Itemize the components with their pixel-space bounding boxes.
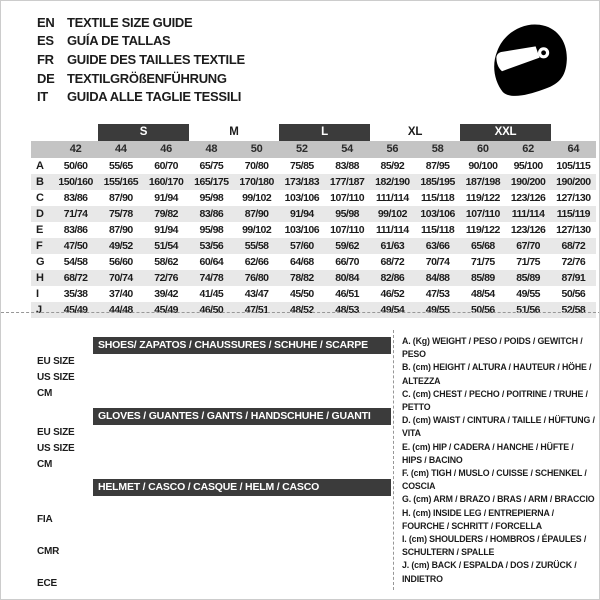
language-row (37, 87, 245, 106)
measurement-cell: 111/114 (511, 208, 545, 220)
legend-item: D. (cm) WAIST / CINTURA / TAILLE / HÜFTUNG / VITA (402, 415, 595, 439)
measurement-cell: 71/75 (516, 256, 541, 268)
measurement-cell: 70/74 (425, 256, 450, 268)
measurement-cell: 70/74 (108, 272, 133, 284)
measurement-cell: 107/110 (330, 224, 365, 236)
size-group-row (31, 124, 596, 141)
row-side-label: US SIZE (37, 443, 75, 454)
table-row (31, 544, 391, 560)
size-group-spacer (31, 124, 98, 141)
legend-item: G. (cm) ARM / BRAZO / BRAS / ARM / BRACCIO (402, 494, 595, 505)
legend-item: F. (cm) TIGH / MUSLO / CUISSE / SCHENKEL / COSCIA (402, 468, 587, 492)
helmet-table-title: HELMET / CASCO / CASQUE / HELM / CASCO (93, 479, 391, 496)
measurement-cell: 107/110 (330, 192, 365, 204)
measurement-cell: 190/200 (556, 176, 591, 188)
measurement-cell: 58/62 (154, 256, 179, 268)
size-number: 54 (341, 143, 353, 155)
size-group-label: M (229, 126, 239, 138)
table-row (31, 354, 391, 370)
measurement-cell: 71/74 (63, 208, 88, 220)
shoes-table-body (31, 354, 391, 402)
legend-item: E. (cm) HIP / CADERA / HANCHE / HÜFTE / HIPS / BACINO (402, 441, 574, 465)
measurement-cell: 83/86 (199, 208, 224, 220)
measurement-cell: 72/76 (561, 256, 586, 268)
measurement-cell: 150/160 (58, 176, 93, 188)
measurement-cell: 45/49 (154, 304, 179, 316)
measurement-cell: 68/72 (561, 240, 586, 252)
helmet-size-table (31, 479, 391, 592)
measurement-cell: 55/65 (108, 160, 133, 172)
measurement-row-label: E (36, 224, 44, 236)
measurement-cell: 80/84 (335, 272, 360, 284)
measurement-cell: 83/86 (63, 192, 88, 204)
size-number-spacer (31, 141, 53, 158)
measurement-cell: 105/115 (556, 160, 591, 172)
size-number: 42 (69, 143, 82, 155)
measurement-cell: 62/66 (244, 256, 269, 268)
size-number: 58 (431, 143, 444, 155)
measurement-row (31, 302, 596, 318)
measurement-cell: 48/54 (470, 288, 495, 300)
measurement-cell: 155/165 (103, 176, 139, 188)
measurement-row-label: D (36, 208, 44, 220)
row-side-label: EU SIZE (37, 356, 75, 367)
measurement-cell: 54/58 (63, 256, 88, 268)
measurement-row (31, 286, 596, 302)
row-side-label (31, 496, 93, 512)
row-side-label: CMR (37, 546, 60, 557)
measurement-cell: 68/72 (63, 272, 88, 284)
measurement-cell: 103/106 (420, 208, 455, 220)
measurement-row (31, 206, 596, 222)
measurement-cell: 72/76 (154, 272, 179, 284)
size-number: 64 (567, 143, 580, 155)
measurement-cell: 60/70 (154, 160, 179, 172)
measurement-cell: 91/94 (154, 192, 179, 204)
measurement-cell: 99/102 (242, 224, 272, 236)
gloves-table-body (31, 425, 391, 473)
measurement-row (31, 222, 596, 238)
measurement-cell: 41/45 (199, 288, 224, 300)
size-group-label: S (98, 124, 189, 141)
language-row (37, 50, 245, 69)
measurement-cell: 45/49 (63, 304, 88, 316)
language-text: GUÍA DE TALLAS (67, 33, 171, 49)
measurement-cell: 55/58 (244, 240, 269, 252)
measurement-cell: 46/50 (199, 304, 224, 316)
measurement-cell: 173/183 (284, 176, 320, 188)
measurement-cell: 51/54 (154, 240, 179, 252)
table-row (31, 386, 391, 402)
gloves-size-table (31, 408, 391, 473)
measurement-cell: 35/38 (63, 288, 88, 300)
row-side-label: FIA (37, 514, 53, 525)
measurement-cell: 68/72 (380, 256, 405, 268)
measurement-cell: 99/102 (242, 192, 272, 204)
legend-item: B. (cm) HEIGHT / ALTURA / HAUTEUR / HÖHE / ALTEZZA (402, 362, 592, 386)
measurement-cell: 74/78 (199, 272, 224, 284)
table-row (31, 560, 391, 576)
language-text: GUIDE DES TAILLES TEXTILE (67, 51, 245, 67)
row-side-label: CM (37, 459, 53, 470)
measurement-row (31, 174, 596, 190)
language-code: ES (37, 33, 54, 49)
measurement-cell: 107/110 (465, 208, 500, 220)
horizontal-divider (1, 312, 600, 313)
size-group-label: XXL (460, 124, 551, 141)
helmet-table-body (31, 496, 391, 592)
table-row (31, 512, 391, 528)
measurement-cell: 47/50 (63, 240, 88, 252)
language-code: IT (37, 89, 48, 105)
measurement-cell: 160/170 (148, 176, 184, 188)
measurement-cell: 48/52 (289, 304, 314, 316)
size-number: 62 (522, 143, 534, 155)
measurement-cell: 50/60 (63, 160, 88, 172)
measurement-cell: 44/48 (108, 304, 133, 316)
measurement-row-label: H (36, 272, 44, 284)
measurement-row (31, 270, 596, 286)
measurement-cell: 190/200 (510, 176, 546, 188)
measurement-cell: 57/60 (289, 240, 314, 252)
measurement-cell: 49/52 (108, 240, 133, 252)
table-row (31, 496, 391, 512)
measurement-cell: 127/130 (556, 224, 591, 236)
measurement-cell: 123/126 (510, 224, 546, 236)
measurement-cell: 66/70 (335, 256, 360, 268)
size-group-label: L (279, 124, 370, 141)
size-number: 60 (477, 143, 489, 155)
measurement-row-label: G (36, 256, 45, 268)
measurement-cell: 99/102 (377, 208, 407, 220)
measurement-cell: 87/90 (108, 192, 133, 204)
measurement-cell: 83/88 (335, 160, 360, 172)
measurement-cell: 111/114 (376, 192, 409, 204)
size-group-label: XL (407, 126, 423, 138)
language-code: EN (37, 14, 55, 30)
language-text: TEXTILE SIZE GUIDE (67, 14, 193, 30)
measurement-cell: 37/40 (108, 288, 133, 300)
measurement-cell: 71/75 (470, 256, 495, 268)
measurement-cell: 75/78 (108, 208, 133, 220)
measurement-cell: 85/92 (380, 160, 405, 172)
measurement-cell: 123/126 (510, 192, 546, 204)
measurement-cell: 51/56 (516, 304, 541, 316)
measurement-cell: 67/70 (516, 240, 541, 252)
measurement-cell: 90/100 (468, 160, 498, 172)
measurement-cell: 87/90 (244, 208, 269, 220)
vertical-divider (393, 330, 394, 590)
measurement-cell: 50/56 (561, 288, 586, 300)
measurement-cell: 87/90 (108, 224, 133, 236)
language-row (37, 13, 245, 32)
measurement-cell: 79/82 (154, 208, 179, 220)
language-row (37, 32, 245, 51)
table-row (31, 576, 391, 592)
measurement-cell: 75/85 (289, 160, 314, 172)
measurement-row-label: A (36, 160, 44, 172)
measurement-cell: 61/63 (380, 240, 405, 252)
shoes-table-title: SHOES/ ZAPATOS / CHAUSSURES / SCHUHE / SCARPE (93, 337, 391, 354)
measurement-row (31, 238, 596, 254)
size-number: 56 (386, 143, 399, 155)
measurement-cell: 76/80 (244, 272, 269, 284)
measurement-cell: 45/50 (289, 288, 314, 300)
measurement-row (31, 190, 596, 206)
measurement-cell: 53/56 (199, 240, 224, 252)
measurement-cell: 127/130 (556, 192, 591, 204)
table-row (31, 457, 391, 473)
legend-item: C. (cm) CHEST / PECHO / POITRINE / TRUHE / PETTO (402, 388, 588, 413)
measurement-cell: 187/198 (465, 176, 501, 188)
measurement-cell: 49/54 (380, 304, 405, 316)
table-row (31, 441, 391, 457)
row-side-label: EU SIZE (37, 427, 75, 438)
measurement-cell: 49/55 (516, 288, 541, 300)
measurement-row-label: C (36, 192, 44, 204)
measurement-cell: 177/187 (329, 176, 365, 188)
size-number: 50 (250, 143, 263, 155)
measurement-row (31, 254, 596, 270)
measurement-cell: 119/122 (465, 192, 500, 204)
size-number-row (31, 141, 596, 158)
measurement-cell: 43/47 (244, 288, 269, 300)
measurement-cell: 84/88 (425, 272, 450, 284)
racing-helmet-icon (490, 14, 570, 106)
language-code: DE (37, 70, 55, 86)
size-number: 52 (296, 143, 308, 155)
measurement-cell: 39/42 (154, 288, 179, 300)
measurement-cell: 111/114 (376, 224, 409, 236)
row-side-label: ECE (37, 578, 57, 589)
measurement-cell: 95/98 (335, 208, 360, 220)
legend-item: I. (cm) SHOULDERS / HOMBROS / ÉPAULES / SCHULTERN / SPALLE (402, 534, 587, 558)
language-row (37, 69, 245, 88)
row-side-label: US SIZE (37, 372, 75, 383)
measurement-cell: 50/56 (470, 304, 495, 316)
measurement-cell: 115/119 (556, 208, 591, 220)
language-header (37, 13, 245, 106)
measurement-cell: 64/68 (289, 256, 314, 268)
measurement-row-label: I (36, 288, 39, 300)
measurement-cell: 115/118 (420, 224, 455, 236)
measurement-cell: 103/106 (284, 224, 320, 236)
gloves-table-title: GLOVES / GUANTES / GANTS / HANDSCHUHE / GUANTI (93, 408, 391, 425)
measurement-cell: 65/75 (199, 160, 224, 172)
measurement-row-label: J (36, 304, 42, 316)
measurement-cell: 56/60 (108, 256, 133, 268)
measurement-cell: 119/122 (465, 224, 500, 236)
measurement-cell: 170/180 (239, 176, 274, 188)
language-text: TEXTILGRÖßENFÜHRUNG (67, 70, 227, 86)
measurement-cell: 85/89 (516, 272, 541, 284)
language-text: GUIDA ALLE TAGLIE TESSILI (67, 89, 242, 105)
measurement-cell: 87/95 (425, 160, 450, 172)
legend-item: J. (cm) BACK / ESPALDA / DOS / ZURÜCK / INDIETRO (402, 560, 577, 584)
shoes-size-table (31, 337, 391, 402)
measurement-legend (402, 335, 595, 586)
size-number: 48 (205, 143, 218, 155)
row-side-label: CM (37, 388, 53, 399)
measurement-row-label: B (36, 176, 44, 188)
measurement-cell: 46/52 (380, 288, 405, 300)
measurement-cell: 91/94 (154, 224, 179, 236)
measurement-cell: 82/86 (380, 272, 405, 284)
measurement-cell: 115/118 (420, 192, 455, 204)
measurement-cell: 85/89 (470, 272, 495, 284)
measurement-cell: 47/53 (425, 288, 450, 300)
table-row (31, 370, 391, 386)
measurement-row-label: F (36, 240, 43, 252)
size-number: 46 (160, 143, 172, 155)
measurement-cell: 59/62 (335, 240, 360, 252)
measurement-cell: 47/51 (244, 304, 269, 316)
size-number: 44 (115, 143, 127, 155)
row-side-label (31, 528, 93, 544)
measurement-cell: 87/91 (561, 272, 586, 284)
measurement-cell: 103/106 (284, 192, 320, 204)
row-side-label (31, 560, 93, 576)
language-code: FR (37, 51, 54, 67)
measurement-cell: 46/51 (335, 288, 360, 300)
table-row (31, 528, 391, 544)
measurement-cell: 95/100 (513, 160, 543, 172)
table-row (31, 425, 391, 441)
measurement-cell: 83/86 (63, 224, 88, 236)
measurement-cell: 63/66 (425, 240, 450, 252)
measurement-cell: 185/195 (420, 176, 455, 188)
measurement-cell: 60/64 (199, 256, 224, 268)
measurement-cell: 165/175 (194, 176, 229, 188)
measurement-cell: 49/55 (425, 304, 450, 316)
measurement-cell: 95/98 (199, 192, 224, 204)
legend-item: H. (cm) INSIDE LEG / ENTREPIERNA / FOURCHE / SCHRITT / FORCELLA (402, 507, 554, 531)
measurement-cell: 65/68 (470, 240, 495, 252)
legend-item: A. (Kg) WEIGHT / PESO / POIDS / GEWITCH / PESO (402, 336, 583, 360)
measurement-cell: 48/53 (335, 304, 360, 316)
main-size-table (31, 124, 596, 318)
measurement-cell: 70/80 (244, 160, 269, 172)
measurement-cell: 91/94 (289, 208, 314, 220)
measurement-cell: 95/98 (199, 224, 224, 236)
measurement-row (31, 158, 596, 174)
measurement-cell: 182/190 (375, 176, 410, 188)
measurement-cell: 52/58 (561, 304, 586, 316)
measurement-cell: 78/82 (289, 272, 314, 284)
